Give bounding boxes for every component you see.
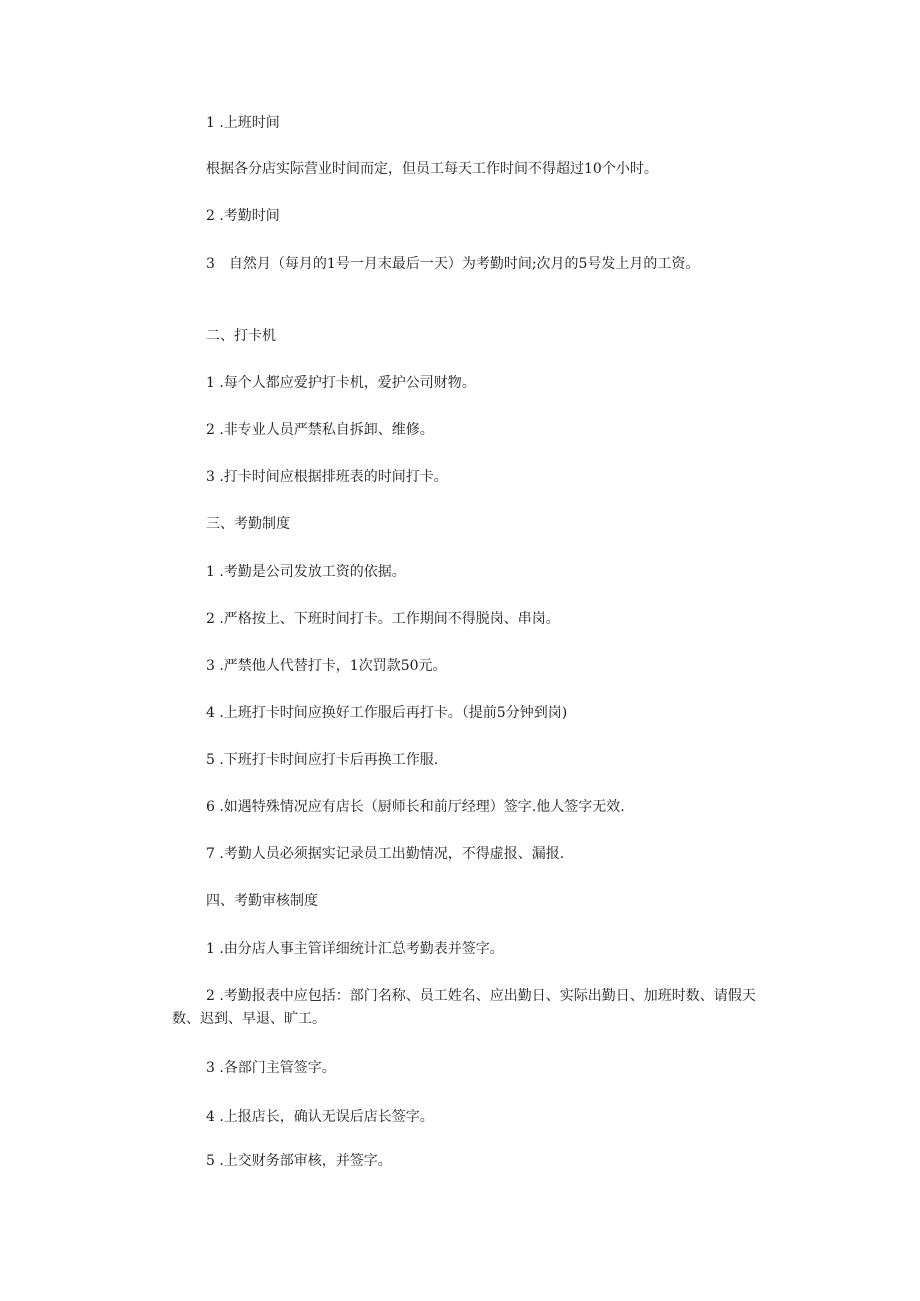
audit-rule-5: 5 .上交财务部审核，并签字。 (206, 1153, 392, 1169)
punch-clock-item-2: 2 .非专业人员严禁私自拆卸、维修。 (206, 422, 434, 438)
item-work-hours-heading: 1 .上班时间 (206, 115, 280, 131)
section-audit-heading: 四、考勤审核制度 (206, 893, 318, 909)
attendance-rule-6: 6 .如遇特殊情况应有店长（厨师长和前厅经理）签字.他人签字无效. (206, 799, 625, 815)
section-punch-clock-heading: 二、打卡机 (206, 328, 276, 344)
attendance-time-text: 3 自然月（每月的1号一月末最后一天）为考勤时间;次月的5号发上月的工资。 (206, 256, 700, 272)
attendance-rule-2: 2 .严格按上、下班时间打卡。工作期间不得脱岗、串岗。 (206, 611, 560, 627)
audit-rule-1: 1 .由分店人事主管详细统计汇总考勤表并签字。 (206, 941, 504, 957)
audit-rule-2: 2 .考勤报表中应包括：部门名称、员工姓名、应出勤日、实际出勤日、加班时数、请假天数、迟到、早退、旷工。 (172, 988, 756, 1027)
punch-clock-item-3: 3 .打卡时间应根据排班表的时间打卡。 (206, 469, 448, 485)
section-attendance-rules-heading: 三、考勤制度 (206, 516, 290, 532)
item-attendance-time-heading: 2 .考勤时间 (206, 208, 280, 224)
attendance-rule-5: 5 .下班打卡时间应打卡后再换工作服. (206, 752, 439, 768)
punch-clock-item-1: 1 .每个人都应爱护打卡机，爱护公司财物。 (206, 375, 476, 391)
audit-rule-4: 4 .上报店长，确认无误后店长签字。 (206, 1109, 434, 1125)
audit-rule-3: 3 .各部门主管签字。 (206, 1060, 336, 1076)
attendance-rule-1: 1 .考勤是公司发放工资的依据。 (206, 564, 406, 580)
work-hours-text: 根据各分店实际营业时间而定，但员工每天工作时间不得超过10个小时。 (206, 161, 658, 177)
attendance-rule-7: 7 .考勤人员必须据实记录员工出勤情况，不得虚报、漏报. (206, 846, 565, 862)
attendance-rule-3: 3 .严禁他人代替打卡，1次罚款50元。 (206, 658, 447, 674)
attendance-rule-4: 4 .上班打卡时间应换好工作服后再打卡。（提前5分钟到岗) (206, 705, 568, 721)
